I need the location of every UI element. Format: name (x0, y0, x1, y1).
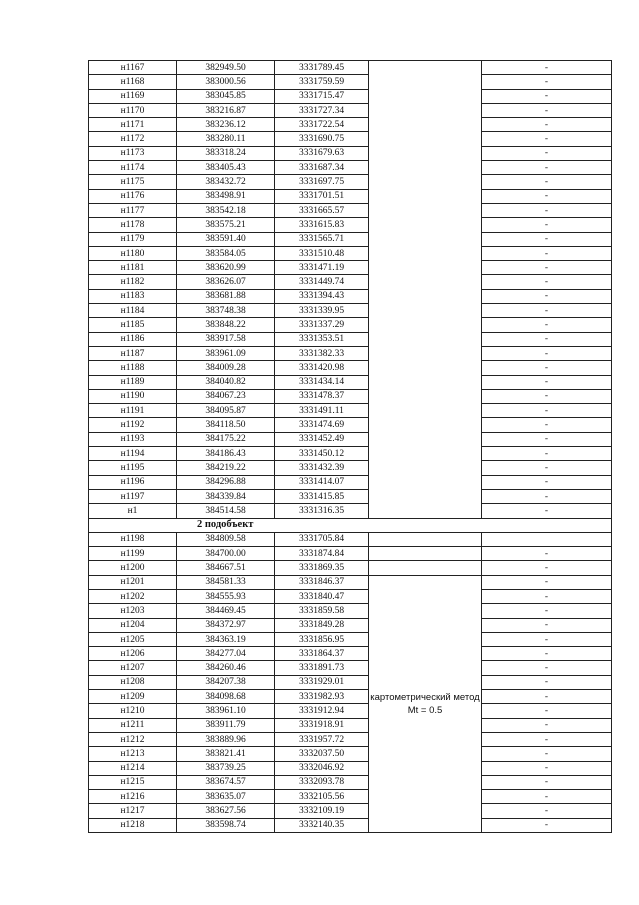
y-coordinate-cell: 3331420.98 (275, 361, 369, 375)
point-id-cell: н1167 (89, 61, 177, 75)
point-id-cell: н1177 (89, 203, 177, 217)
x-coordinate-cell: 384700.00 (177, 547, 275, 561)
y-coordinate-cell: 3331846.37 (275, 575, 369, 589)
table-row (89, 246, 612, 260)
table-row (89, 89, 612, 103)
note-cell: - (482, 418, 612, 432)
table-row (89, 604, 612, 618)
note-cell: - (482, 175, 612, 189)
table-row (89, 261, 612, 275)
note-cell: - (482, 447, 612, 461)
note-cell: - (482, 604, 612, 618)
point-id-cell: н1210 (89, 704, 177, 718)
point-id-cell: н1201 (89, 575, 177, 589)
table-row (89, 790, 612, 804)
point-id-cell: н1206 (89, 647, 177, 661)
point-id-cell: н1180 (89, 246, 177, 260)
note-cell: - (482, 561, 612, 575)
point-id-cell: н1183 (89, 289, 177, 303)
note-cell: - (482, 189, 612, 203)
y-coordinate-cell: 3331449.74 (275, 275, 369, 289)
table-row (89, 404, 612, 418)
table-row (89, 618, 612, 632)
table-row (89, 161, 612, 175)
point-id-cell: н1186 (89, 332, 177, 346)
x-coordinate-cell: 384667.51 (177, 561, 275, 575)
note-cell: - (482, 790, 612, 804)
point-id-cell: н1192 (89, 418, 177, 432)
table-row (89, 675, 612, 689)
note-cell: - (482, 747, 612, 761)
x-coordinate-cell: 383236.12 (177, 118, 275, 132)
x-coordinate-cell: 384098.68 (177, 690, 275, 704)
y-coordinate-cell: 3331727.34 (275, 103, 369, 117)
x-coordinate-cell: 383542.18 (177, 203, 275, 217)
point-id-cell: н1 (89, 504, 177, 518)
y-coordinate-cell: 3331912.94 (275, 704, 369, 718)
note-cell: - (482, 704, 612, 718)
table-row (89, 103, 612, 117)
point-id-cell: н1189 (89, 375, 177, 389)
x-coordinate-cell: 383405.43 (177, 161, 275, 175)
x-coordinate-cell: 383045.85 (177, 89, 275, 103)
table-row (89, 761, 612, 775)
x-coordinate-cell: 383961.09 (177, 346, 275, 360)
point-id-cell: н1196 (89, 475, 177, 489)
note-cell: - (482, 732, 612, 746)
table-row (89, 232, 612, 246)
table-row (89, 118, 612, 132)
point-id-cell: н1179 (89, 232, 177, 246)
y-coordinate-cell: 3331957.72 (275, 732, 369, 746)
point-id-cell: н1218 (89, 818, 177, 832)
note-cell: - (482, 575, 612, 589)
table-row (89, 332, 612, 346)
x-coordinate-cell: 383917.58 (177, 332, 275, 346)
y-coordinate-cell: 3331434.14 (275, 375, 369, 389)
point-id-cell: н1173 (89, 146, 177, 160)
x-coordinate-cell: 383911.79 (177, 718, 275, 732)
point-id-cell: н1174 (89, 161, 177, 175)
x-coordinate-cell: 383620.99 (177, 261, 275, 275)
point-id-cell: н1187 (89, 346, 177, 360)
table-row (89, 475, 612, 489)
point-id-cell: н1191 (89, 404, 177, 418)
note-cell: - (482, 146, 612, 160)
table-row (89, 589, 612, 603)
point-id-cell: н1195 (89, 461, 177, 475)
x-coordinate-cell: 384095.87 (177, 404, 275, 418)
point-id-cell: н1204 (89, 618, 177, 632)
y-coordinate-cell: 3332037.50 (275, 747, 369, 761)
table-row (89, 504, 612, 518)
note-cell: - (482, 89, 612, 103)
y-coordinate-cell: 3331474.69 (275, 418, 369, 432)
note-cell: - (482, 275, 612, 289)
y-coordinate-cell: 3331452.49 (275, 432, 369, 446)
note-cell: - (482, 632, 612, 646)
table-row (89, 575, 612, 589)
y-coordinate-cell: 3332046.92 (275, 761, 369, 775)
note-cell: - (482, 504, 612, 518)
point-id-cell: н1208 (89, 675, 177, 689)
note-cell: - (482, 818, 612, 832)
note-cell: - (482, 618, 612, 632)
y-coordinate-cell: 3331353.51 (275, 332, 369, 346)
y-coordinate-cell: 3331849.28 (275, 618, 369, 632)
x-coordinate-cell: 383432.72 (177, 175, 275, 189)
method-cell (369, 61, 482, 519)
subobject-header: 2 подобъект (89, 518, 612, 532)
y-coordinate-cell: 3331339.95 (275, 304, 369, 318)
y-coordinate-cell: 3331432.39 (275, 461, 369, 475)
point-id-cell: н1188 (89, 361, 177, 375)
note-cell: - (482, 489, 612, 503)
table-row (89, 389, 612, 403)
point-id-cell: н1172 (89, 132, 177, 146)
note-cell: - (482, 332, 612, 346)
point-id-cell: н1212 (89, 732, 177, 746)
point-id-cell: н1194 (89, 447, 177, 461)
y-coordinate-cell: 3331690.75 (275, 132, 369, 146)
table-row (89, 361, 612, 375)
table-row (89, 818, 612, 832)
table-row (89, 289, 612, 303)
y-coordinate-cell: 3331982.93 (275, 690, 369, 704)
x-coordinate-cell: 384296.88 (177, 475, 275, 489)
note-cell: - (482, 804, 612, 818)
x-coordinate-cell: 383591.40 (177, 232, 275, 246)
note-cell: - (482, 690, 612, 704)
point-id-cell: н1185 (89, 318, 177, 332)
x-coordinate-cell: 383739.25 (177, 761, 275, 775)
y-coordinate-cell: 3331856.95 (275, 632, 369, 646)
x-coordinate-cell: 383626.07 (177, 275, 275, 289)
note-cell: - (482, 547, 612, 561)
y-coordinate-cell: 3331715.47 (275, 89, 369, 103)
x-coordinate-cell: 384514.58 (177, 504, 275, 518)
note-cell: - (482, 589, 612, 603)
x-coordinate-cell: 384809.58 (177, 532, 275, 546)
point-id-cell: н1168 (89, 75, 177, 89)
x-coordinate-cell: 383674.57 (177, 775, 275, 789)
table-row (89, 432, 612, 446)
x-coordinate-cell: 383848.22 (177, 318, 275, 332)
point-id-cell: н1213 (89, 747, 177, 761)
note-cell: - (482, 346, 612, 360)
table-row (89, 804, 612, 818)
table-row (89, 304, 612, 318)
y-coordinate-cell: 3331759.59 (275, 75, 369, 89)
note-cell: - (482, 103, 612, 117)
y-coordinate-cell: 3331450.12 (275, 447, 369, 461)
point-id-cell: н1198 (89, 532, 177, 546)
x-coordinate-cell: 383889.96 (177, 732, 275, 746)
note-cell: - (482, 475, 612, 489)
y-coordinate-cell: 3332140.35 (275, 818, 369, 832)
note-cell: - (482, 675, 612, 689)
y-coordinate-cell: 3332109.19 (275, 804, 369, 818)
point-id-cell: н1211 (89, 718, 177, 732)
note-cell: - (482, 461, 612, 475)
x-coordinate-cell: 384207.38 (177, 675, 275, 689)
note-cell: - (482, 118, 612, 132)
x-coordinate-cell: 383000.56 (177, 75, 275, 89)
x-coordinate-cell: 384277.04 (177, 647, 275, 661)
note-cell: - (482, 61, 612, 75)
y-coordinate-cell: 3331679.63 (275, 146, 369, 160)
note-cell: - (482, 661, 612, 675)
note-cell: - (482, 761, 612, 775)
table-row (89, 732, 612, 746)
x-coordinate-cell: 383681.88 (177, 289, 275, 303)
note-cell: - (482, 375, 612, 389)
y-coordinate-cell: 3331722.54 (275, 118, 369, 132)
point-id-cell: н1169 (89, 89, 177, 103)
table-row (89, 375, 612, 389)
coordinates-table (88, 60, 612, 833)
x-coordinate-cell: 384260.46 (177, 661, 275, 675)
note-cell: - (482, 289, 612, 303)
point-id-cell: н1181 (89, 261, 177, 275)
point-id-cell: н1202 (89, 589, 177, 603)
note-cell: - (482, 218, 612, 232)
y-coordinate-cell: 3331864.37 (275, 647, 369, 661)
y-coordinate-cell: 3331840.47 (275, 589, 369, 603)
x-coordinate-cell: 384175.22 (177, 432, 275, 446)
method-cell (369, 547, 482, 561)
table-row (89, 647, 612, 661)
table-row (89, 132, 612, 146)
point-id-cell: н1178 (89, 218, 177, 232)
table-row (89, 690, 612, 704)
point-id-cell: н1215 (89, 775, 177, 789)
x-coordinate-cell: 383598.74 (177, 818, 275, 832)
table-row (89, 775, 612, 789)
x-coordinate-cell: 383821.41 (177, 747, 275, 761)
y-coordinate-cell: 3331929.01 (275, 675, 369, 689)
point-id-cell: н1184 (89, 304, 177, 318)
table-row (89, 75, 612, 89)
method-cell (369, 532, 482, 546)
subobject-header-row (89, 518, 612, 532)
note-cell: - (482, 232, 612, 246)
note-cell: - (482, 132, 612, 146)
x-coordinate-cell: 384186.43 (177, 447, 275, 461)
y-coordinate-cell: 3332105.56 (275, 790, 369, 804)
table-row (89, 275, 612, 289)
point-id-cell: н1207 (89, 661, 177, 675)
x-coordinate-cell: 384040.82 (177, 375, 275, 389)
point-id-cell: н1214 (89, 761, 177, 775)
table-row (89, 189, 612, 203)
table-row (89, 461, 612, 475)
note-cell: - (482, 261, 612, 275)
note-cell: - (482, 389, 612, 403)
table-row (89, 547, 612, 561)
y-coordinate-cell: 3331565.71 (275, 232, 369, 246)
point-id-cell: н1217 (89, 804, 177, 818)
table-row (89, 346, 612, 360)
y-coordinate-cell: 3331414.07 (275, 475, 369, 489)
note-cell: - (482, 318, 612, 332)
note-cell: - (482, 647, 612, 661)
x-coordinate-cell: 383635.07 (177, 790, 275, 804)
note-cell: - (482, 361, 612, 375)
method-cell (369, 561, 482, 575)
x-coordinate-cell: 384363.19 (177, 632, 275, 646)
x-coordinate-cell: 384118.50 (177, 418, 275, 432)
table-row (89, 532, 612, 546)
x-coordinate-cell: 383498.91 (177, 189, 275, 203)
x-coordinate-cell: 383961.10 (177, 704, 275, 718)
y-coordinate-cell: 3331394.43 (275, 289, 369, 303)
point-id-cell: н1209 (89, 690, 177, 704)
note-cell: - (482, 75, 612, 89)
document-page (88, 60, 611, 833)
point-id-cell: н1199 (89, 547, 177, 561)
point-id-cell: н1205 (89, 632, 177, 646)
note-cell: - (482, 203, 612, 217)
table-row (89, 318, 612, 332)
note-cell: - (482, 775, 612, 789)
table-row (89, 661, 612, 675)
y-coordinate-cell: 3331869.35 (275, 561, 369, 575)
y-coordinate-cell: 3331918.91 (275, 718, 369, 732)
y-coordinate-cell: 3331478.37 (275, 389, 369, 403)
y-coordinate-cell: 3331874.84 (275, 547, 369, 561)
point-id-cell: н1190 (89, 389, 177, 403)
x-coordinate-cell: 384555.93 (177, 589, 275, 603)
point-id-cell: н1203 (89, 604, 177, 618)
y-coordinate-cell: 3331697.75 (275, 175, 369, 189)
x-coordinate-cell: 382949.50 (177, 61, 275, 75)
x-coordinate-cell: 384009.28 (177, 361, 275, 375)
y-coordinate-cell: 3331382.33 (275, 346, 369, 360)
x-coordinate-cell: 383280.11 (177, 132, 275, 146)
x-coordinate-cell: 384219.22 (177, 461, 275, 475)
x-coordinate-cell: 384372.97 (177, 618, 275, 632)
note-cell: - (482, 161, 612, 175)
x-coordinate-cell: 384339.84 (177, 489, 275, 503)
table-row (89, 489, 612, 503)
point-id-cell: н1175 (89, 175, 177, 189)
table-row (89, 718, 612, 732)
table-row (89, 561, 612, 575)
x-coordinate-cell: 383575.21 (177, 218, 275, 232)
point-id-cell: н1193 (89, 432, 177, 446)
x-coordinate-cell: 384581.33 (177, 575, 275, 589)
x-coordinate-cell: 383318.24 (177, 146, 275, 160)
table-row (89, 175, 612, 189)
y-coordinate-cell: 3331510.48 (275, 246, 369, 260)
y-coordinate-cell: 3331859.58 (275, 604, 369, 618)
point-id-cell: н1170 (89, 103, 177, 117)
point-id-cell: н1176 (89, 189, 177, 203)
y-coordinate-cell: 3331615.83 (275, 218, 369, 232)
point-id-cell: н1171 (89, 118, 177, 132)
y-coordinate-cell: 3331491.11 (275, 404, 369, 418)
x-coordinate-cell: 383748.38 (177, 304, 275, 318)
note-cell: - (482, 246, 612, 260)
table-row (89, 203, 612, 217)
point-id-cell: н1216 (89, 790, 177, 804)
table-row (89, 632, 612, 646)
x-coordinate-cell: 383627.56 (177, 804, 275, 818)
y-coordinate-cell: 3331705.84 (275, 532, 369, 546)
note-cell: - (482, 718, 612, 732)
x-coordinate-cell: 383216.87 (177, 103, 275, 117)
table-row (89, 61, 612, 75)
y-coordinate-cell: 3332093.78 (275, 775, 369, 789)
y-coordinate-cell: 3331415.85 (275, 489, 369, 503)
note-cell: - (482, 432, 612, 446)
note-cell: - (482, 304, 612, 318)
table-row (89, 146, 612, 160)
y-coordinate-cell: 3331316.35 (275, 504, 369, 518)
method-cell: картометрический метод Mt = 0.5 (369, 575, 482, 832)
x-coordinate-cell: 384469.45 (177, 604, 275, 618)
y-coordinate-cell: 3331471.19 (275, 261, 369, 275)
table-row (89, 704, 612, 718)
table-row (89, 747, 612, 761)
y-coordinate-cell: 3331789.45 (275, 61, 369, 75)
note-cell (482, 532, 612, 546)
table-row (89, 447, 612, 461)
table-row (89, 218, 612, 232)
point-id-cell: н1182 (89, 275, 177, 289)
point-id-cell: н1200 (89, 561, 177, 575)
note-cell: - (482, 404, 612, 418)
y-coordinate-cell: 3331701.51 (275, 189, 369, 203)
x-coordinate-cell: 383584.05 (177, 246, 275, 260)
y-coordinate-cell: 3331337.29 (275, 318, 369, 332)
coordinates-table-body (89, 61, 612, 833)
point-id-cell: н1197 (89, 489, 177, 503)
y-coordinate-cell: 3331665.57 (275, 203, 369, 217)
table-row (89, 418, 612, 432)
y-coordinate-cell: 3331687.34 (275, 161, 369, 175)
y-coordinate-cell: 3331891.73 (275, 661, 369, 675)
x-coordinate-cell: 384067.23 (177, 389, 275, 403)
